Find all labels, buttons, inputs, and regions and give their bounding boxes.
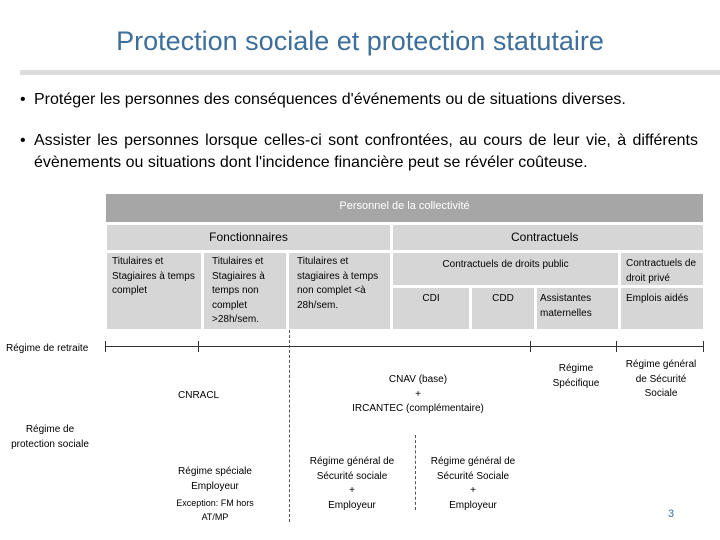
label-regime-general-retraite: [616, 358, 706, 402]
assistantes-label: Assistantes maternelles: [540, 293, 592, 319]
fonctionnaires-label: Fonctionnaires: [209, 230, 288, 244]
label-regime-specifique: [540, 362, 612, 391]
box-fonctionnaires: [107, 225, 390, 250]
box-titulaires-complet: [107, 253, 201, 329]
regime-speciale-line: Employeur: [191, 480, 239, 492]
box-titulaires-non-complet-moins: [289, 253, 390, 329]
cdi-label: CDI: [422, 293, 440, 304]
cdd-label: CDD: [492, 293, 514, 304]
label-rg-secu-1: [300, 455, 404, 513]
box-emplois-aides: [621, 288, 703, 329]
label-regime-retraite: Régime de retraite: [6, 343, 89, 354]
label-cnav-ircantec: [332, 373, 504, 417]
exception-line: Exception: FM hors: [176, 498, 254, 508]
box-titulaires-non-complet-plus: [204, 253, 286, 329]
contractuels-label: Contractuels: [511, 230, 579, 244]
regime-general-line: de Sécurité: [635, 373, 687, 385]
rg-secu-2-line: Employeur: [449, 499, 497, 511]
regime-protection-line: protection sociale: [11, 438, 89, 450]
emplois-aides-label: Emplois aidés: [626, 293, 689, 304]
bracket-tick: [703, 341, 704, 352]
bullet-1: [20, 89, 698, 111]
label-regime-speciale: [150, 465, 280, 494]
bullet-dot: •: [20, 132, 26, 149]
label-exception: [150, 496, 280, 524]
bracket-tick: [198, 341, 199, 352]
box-contractuels: [393, 225, 703, 250]
box-cdi: [393, 288, 469, 329]
rg-secu-1-line: +: [349, 485, 355, 496]
titulaires-non-complet-moins-label: Titulaires et stagiaires à temps non complet <à 28h/sem.: [297, 256, 379, 311]
bullet-1-text: Protéger les personnes des conséquences d'événements ou de situations diverses.: [34, 91, 626, 108]
exception-line: AT/MP: [201, 512, 229, 522]
rg-secu-2-line: +: [470, 485, 476, 496]
regime-speciale-line: Régime spéciale: [178, 466, 252, 477]
regime-general-line: Régime général: [625, 359, 697, 370]
header-personnel-label: Personnel de la collectivité: [339, 200, 470, 212]
separator-dashed-line: [289, 330, 290, 522]
label-rg-secu-2: [420, 455, 526, 513]
bracket-tick: [530, 341, 531, 352]
titulaires-non-complet-plus-label: Titulaires et Stagiaires à temps non complet >28h/sem.: [212, 256, 265, 325]
bracket-tick: [105, 341, 106, 352]
title-divider: [20, 70, 720, 75]
label-cnracl: CNRACL: [178, 390, 220, 401]
droit-public-label: Contractuels de droits public: [442, 259, 569, 270]
rg-secu-1-line: Employeur: [328, 499, 376, 511]
cnav-line: CNAV (base): [388, 374, 448, 385]
rg-secu-2-line: Sécurité Sociale: [436, 470, 510, 482]
bullet-2-text: Assister les personnes lorsque celles-ci sont confrontées, au cours de leur vie, à différents évènements ou situations dont l'incidence financière peut se révéler coûteuse.: [34, 132, 698, 171]
regime-specifique-line: Régime: [558, 363, 594, 374]
box-droit-prive: [621, 253, 703, 285]
droit-prive-label: Contractuels de droit privé: [626, 258, 697, 284]
bullet-dot: •: [20, 91, 26, 108]
titulaires-complet-label: Titulaires et Stagiaires à temps complet: [112, 256, 195, 296]
bracket-tick: [616, 341, 617, 352]
rg-secu-1-line: Régime général de: [309, 456, 395, 467]
bullet-2: [20, 130, 698, 174]
box-droit-public: [393, 253, 618, 285]
cnav-line: IRCANTEC (complémentaire): [352, 403, 484, 414]
retraite-bracket-line: [105, 346, 703, 347]
rg-secu-1-line: Sécurité sociale: [316, 470, 388, 482]
separator-dashed-line: [415, 435, 416, 510]
header-personnel: [106, 194, 703, 222]
label-regime-protection: [2, 423, 98, 452]
slide-title: Protection sociale et protection statutaire: [116, 26, 604, 56]
box-cdd: [472, 288, 534, 329]
cnav-line: +: [415, 388, 421, 400]
regime-general-line: Sociale: [644, 388, 678, 399]
regime-protection-line: Régime de: [25, 424, 75, 435]
rg-secu-2-line: Régime général de: [430, 456, 516, 467]
box-assistantes: [537, 288, 618, 329]
regime-specifique-line: Spécifique: [552, 377, 600, 389]
page-number: 3: [668, 508, 675, 520]
